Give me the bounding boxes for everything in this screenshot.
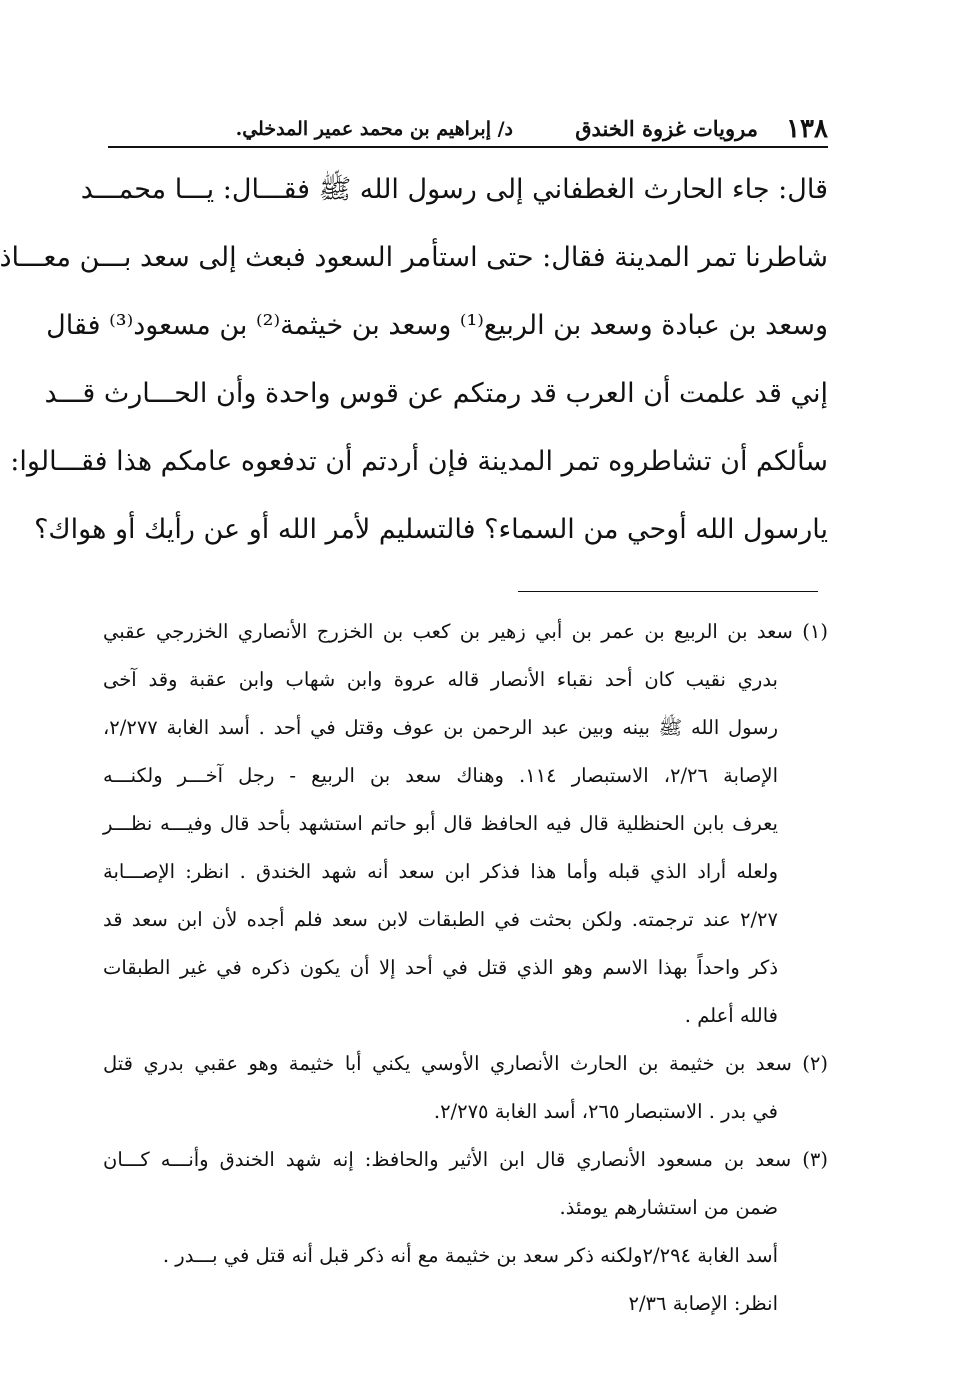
body-line: سألكم أن تشاطروه تمر المدينة فإن أردتم أن تدفعوه عامكم هذا فقـــالوا: xyxy=(10,446,828,477)
footnote-line: ٢/٢٧ عند ترجمته. ولكن بحثت في الطبقات لابن سعد فلم أجده لأن ابن سعد قد xyxy=(103,908,778,931)
body-line: شاطرنا تمر المدينة فقال: حتى استأمر السعود فبعث إلى سعد بـــن معـــاذ xyxy=(0,242,828,273)
footnote-line: (٣) سعد بن مسعود الأنصاري قال ابن الأثير والحافظ: إنه شهد الخندق وأنـــه كـــان xyxy=(103,1148,828,1171)
page-number: ١٣٨ xyxy=(786,114,828,144)
footnote-line: ضمن من استشارهم يومئذ. xyxy=(559,1196,778,1219)
running-header xyxy=(108,112,828,146)
footnote-line: بدري نقيب كان أحد نقباء الأنصار قاله عروة وابن شهاب وابن عقبة وقد آخى xyxy=(103,668,778,691)
body-line: يارسول الله أوحي من السماء؟ فالتسليم لأمر الله أو عن رأيك أو هواك؟ xyxy=(34,514,828,545)
footnote-line: فالله أعلم . xyxy=(684,1004,778,1027)
footnote-line: أسد الغابة ٢/٢٩٤ولكنه ذكر سعد بن خثيمة مع أنه ذكر قبل أنه قتل في بـــدر . xyxy=(162,1244,778,1267)
footnote-line: يعرف بابن الحنظلية قال فيه الحافظ قال أبو حاتم استشهد بأحد قال وفيـــه نظـــر xyxy=(103,812,778,835)
footnote-line: رسول الله ﷺ بينه وبين عبد الرحمن بن عوف وقتل في أحد . أسد الغابة ٢/٢٧٧، xyxy=(103,716,778,739)
footnote-line: في بدر . الاستبصار ٢٦٥، أسد الغابة ٢/٢٧٥. xyxy=(433,1100,778,1123)
main-text xyxy=(0,164,828,572)
footnote-line: الإصابة ٢/٢٦، الاستبصار ١١٤. وهناك سعد بن الربيع - رجل آخـــر ولكنـــه xyxy=(103,764,779,787)
header-rule xyxy=(108,146,828,148)
footnotes xyxy=(103,612,828,1332)
footnote-line: (١) سعد بن الربيع بن عمر بن أبي زهير بن كعب بن الخزرج الأنصاري الخزرجي عقبي xyxy=(103,620,828,643)
footnote-separator xyxy=(518,591,818,592)
footnote-line: ولعله أراد الذي قبله وأما هذا فذكر ابن سعد أنه شهد الخندق . انظر: الإصـــابة xyxy=(103,860,778,883)
footnote-line: انظر: الإصابة ٢/٣٦ xyxy=(628,1292,778,1315)
body-line: قال: جاء الحارث الغطفاني إلى رسول الله ﷺ فقـــال: يـــا محمـــد xyxy=(80,174,828,205)
book-title: مرويات غزوة الخندق xyxy=(575,116,758,141)
footnote-line: (٢) سعد بن خثيمة بن الحارث الأنصاري الأوسي يكني أبا خثيمة وهو عقبي بدري قتل xyxy=(103,1052,828,1075)
body-line: إني قد علمت أن العرب قد رمتكم عن قوس واحدة وأن الحـــارث قـــد xyxy=(44,378,828,409)
footnote-line: ذكر واحداً بهذا الاسم وهو الذي قتل في أحد إلا أن يكون ذكره في غير الطبقات xyxy=(103,956,778,979)
body-line: وسعد بن عبادة وسعد بن الربيع⁽¹⁾ وسعد بن خيثمة⁽²⁾ بن مسعود⁽³⁾ فقال xyxy=(46,310,828,341)
author-name: د/ إبراهيم بن محمد عمير المدخلي. xyxy=(235,118,513,140)
